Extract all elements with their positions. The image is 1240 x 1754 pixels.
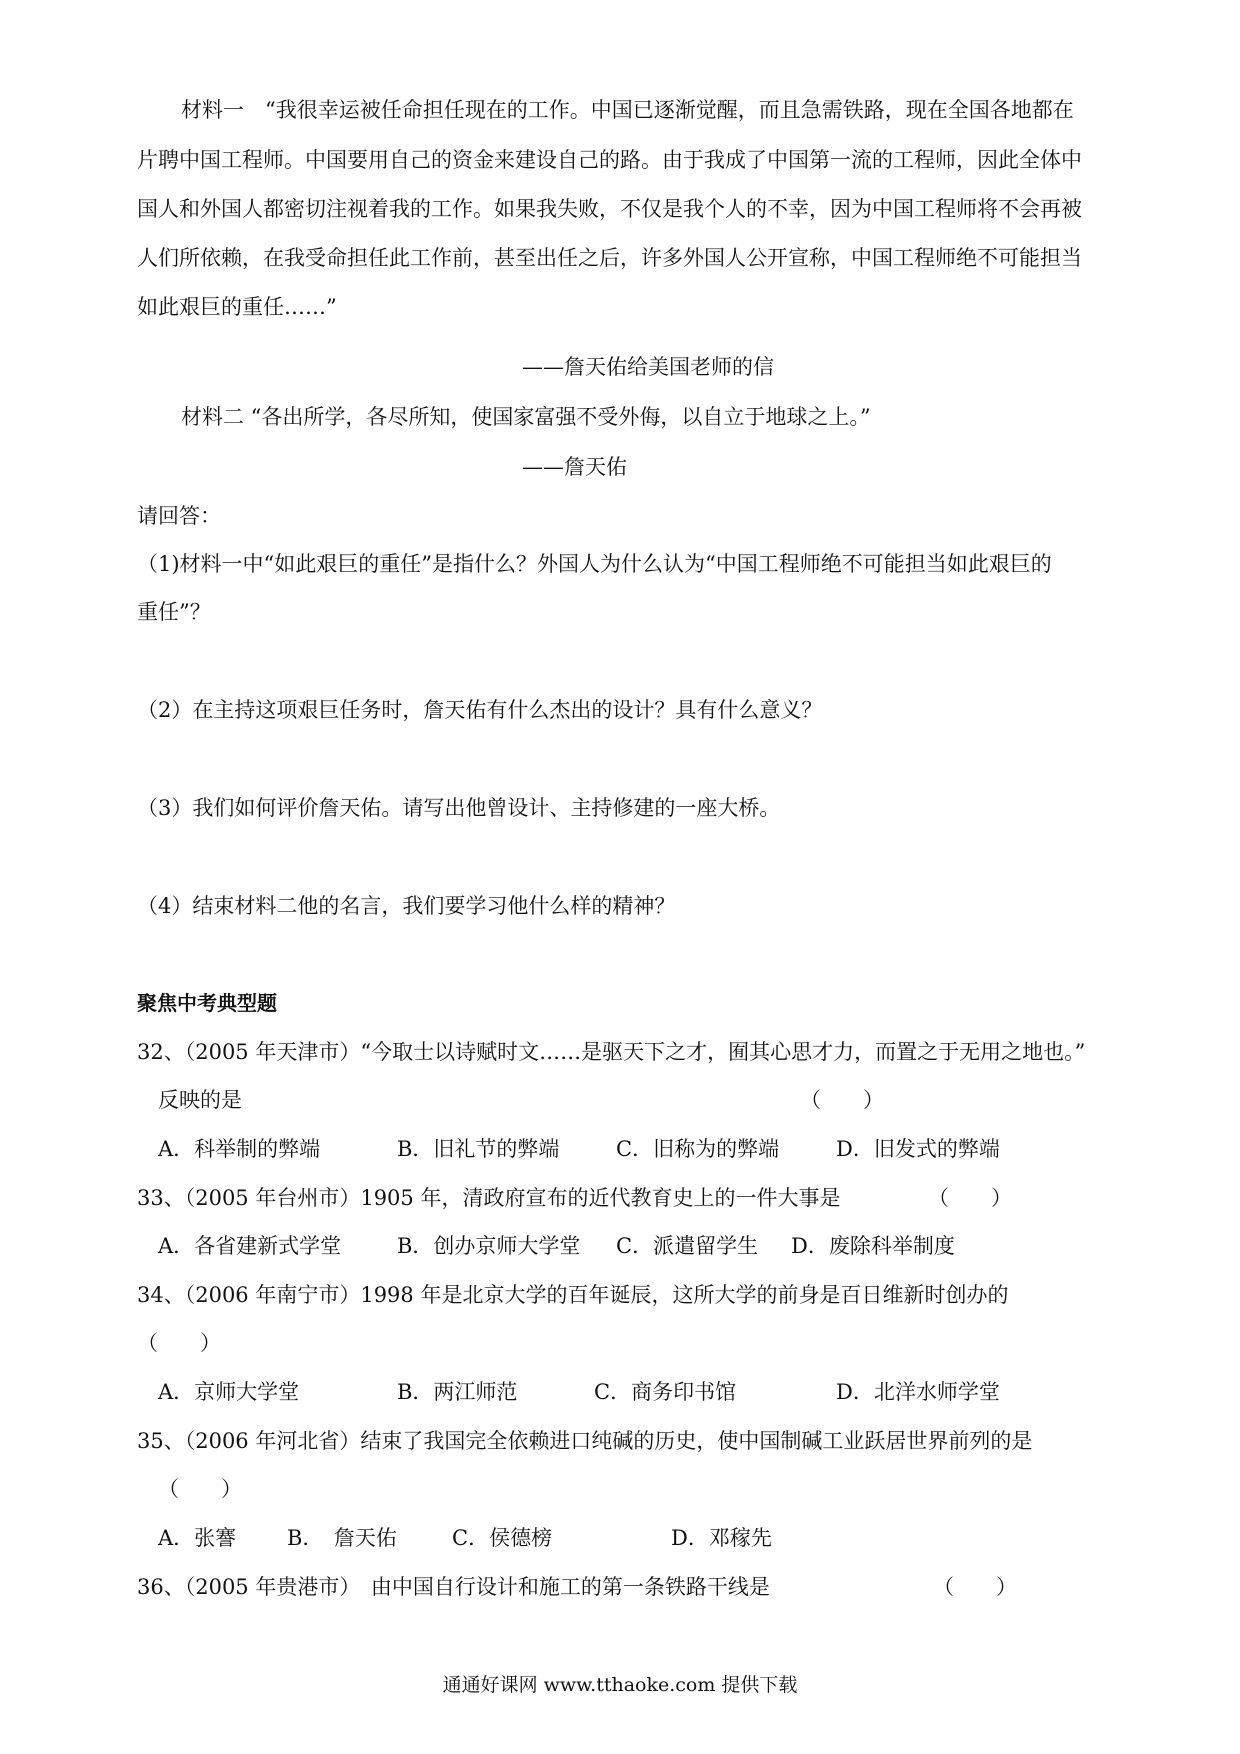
q4: （4）结束材料二他的名言，我们要学习他什么样的精神？ [137,894,676,918]
q3: （3）我们如何评价詹天佑。请写出他曾设计、主持修建的一座大桥。 [137,796,781,820]
q34-option-a: A．京师大学堂 [158,1380,300,1404]
q32-answer-paren: （ ） [800,1088,884,1112]
q35-option-d: D．邓稼先 [671,1526,772,1550]
material1-line-1: 材料一 “我很幸运被任命担任现在的工作。中国已逐渐觉醒，而且急需铁路，现在全国各地都在 [181,98,1074,122]
q1-line-2: 重任”？ [137,600,211,624]
q1-line-1: （1)材料一中“如此艰巨的重任”是指什么？外国人为什么认为“中国工程师绝不可能担当如此艰巨的 [137,552,1052,576]
q2: （2）在主持这项艰巨任务时，詹天佑有什么杰出的设计？具有什么意义？ [137,698,823,722]
q35-option-a: A．张謇 [158,1526,237,1550]
q36-answer-paren: （ ） [933,1575,1017,1599]
section-title: 聚焦中考典型题 [137,991,277,1015]
q32-option-b: B．旧礼节的弊端 [397,1137,560,1161]
material1-line-3: 国人和外国人都密切注视着我的工作。如果我失败，不仅是我个人的不幸，因为中国工程师将不会再被 [137,197,1082,221]
q32-option-c: C．旧称为的弊端 [616,1137,780,1161]
q33-stem: 33、（2005 年台州市）1905 年，清政府宣布的近代教育史上的一件大事是 [137,1186,841,1210]
q35-answer-paren: （ ） [158,1477,242,1501]
material2-source: ——詹天佑 [522,455,627,479]
q34-option-c: C．商务印书馆 [594,1380,737,1404]
q35-option-b: B． 詹天佑 [287,1526,397,1550]
q34-option-d: D．北洋水师学堂 [836,1380,1000,1404]
q33-option-d: D．废除科举制度 [791,1234,955,1258]
q32-stem-line-1: 32、（2005 年天津市）“今取士以诗赋时文……是驱天下之才，囿其心思才力，而置之于无用之地也。” [137,1040,1086,1064]
q36-stem: 36、（2005 年贵港市） 由中国自行设计和施工的第一条铁路干线是 [137,1575,770,1599]
q33-option-b: B．创办京师大学堂 [397,1234,581,1258]
material1-source: ——詹天佑给美国老师的信 [522,355,774,379]
material1-line-2: 片聘中国工程师。中国要用自己的资金来建设自己的路。由于我成了中国第一流的工程师，因此全体中 [137,148,1082,172]
q33-answer-paren: （ ） [928,1186,1012,1210]
q34-option-b: B．两江师范 [397,1380,518,1404]
q35-option-c: C．侯德榜 [452,1526,553,1550]
q34-answer-paren: （ ） [137,1331,221,1355]
q33-option-a: A．各省建新式学堂 [158,1234,342,1258]
q35-stem: 35、（2006 年河北省）结束了我国完全依赖进口纯碱的历史，使中国制碱工业跃居世界前列的是 [137,1429,1033,1453]
material2-text: 材料二 “各出所学，各尽所知，使国家富强不受外侮，以自立于地球之上。” [181,405,871,429]
footer: 通通好课网 www.tthaoke.com 提供下载 [442,1674,798,1696]
material1-line-4: 人们所依赖，在我受命担任此工作前，甚至出任之后，许多外国人公开宣称，中国工程师绝不可能担当 [137,246,1082,270]
q34-stem: 34、（2006 年南宁市）1998 年是北京大学的百年诞辰，这所大学的前身是百日维新时创办的 [137,1283,1009,1307]
q33-option-c: C．派遣留学生 [616,1234,759,1258]
q32-option-d: D．旧发式的弊端 [836,1137,1000,1161]
material1-line-5: 如此艰巨的重任……” [137,295,337,319]
prompt: 请回答： [137,504,221,528]
q32-option-a: A．科举制的弊端 [158,1137,321,1161]
q32-stem-line-2: 反映的是 [158,1088,242,1112]
